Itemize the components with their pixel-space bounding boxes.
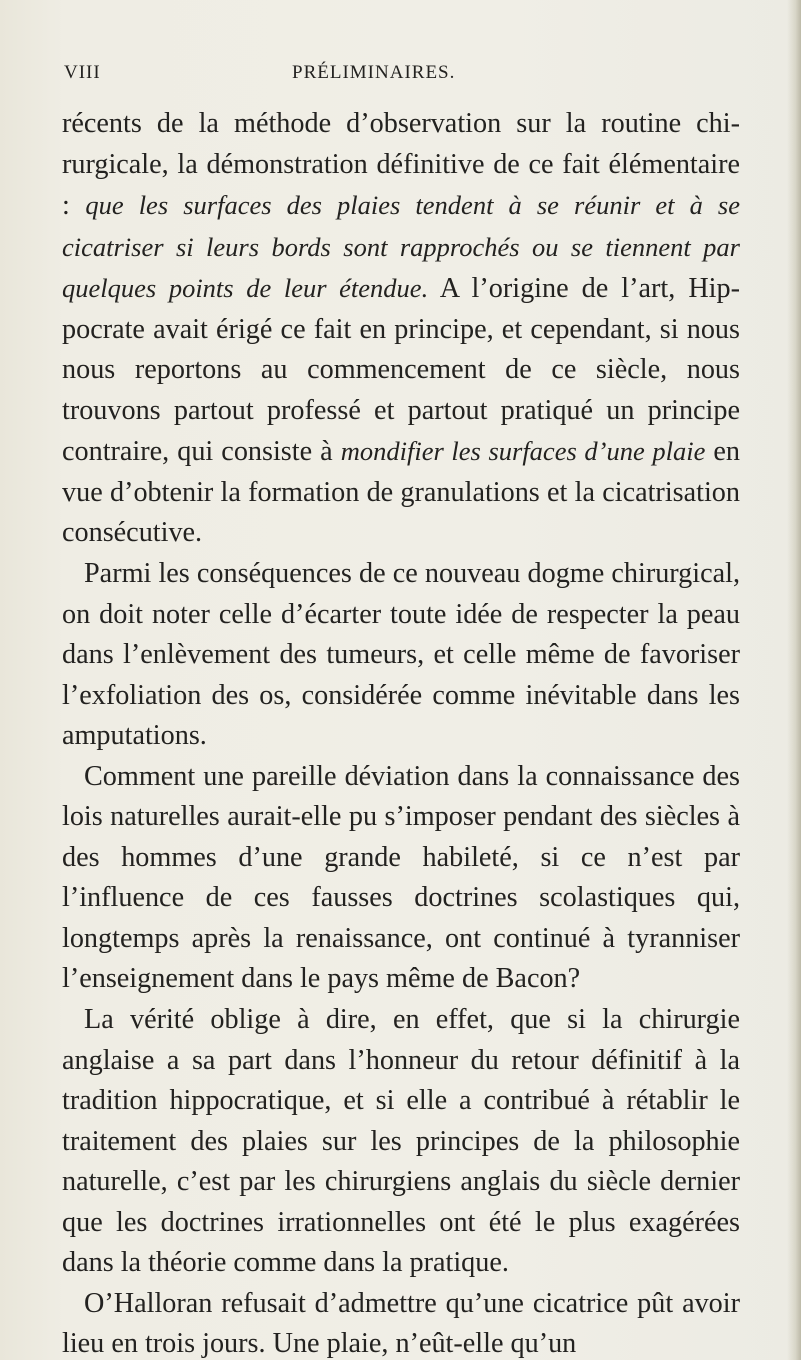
paragraph-3 bbox=[62, 757, 740, 1000]
running-head bbox=[62, 62, 742, 90]
paragraph-1-italic-2: mondifier les surfaces d’une plaie bbox=[340, 436, 706, 467]
paragraph-4 bbox=[62, 1000, 740, 1284]
paragraph-4-text: La vérité oblige à dire, en effet, que si la chirurgie anglaise a sa part dans l’honneur du retour définitif à la tradition hippocratique, et si elle a contribué à rétablir le traitement des plaies sur les principes de la philosophie naturelle, c’est par les chirurgiens anglais du siècle dernier que les doctrines irrationnelles ont été le plus exagérées dans la théorie comme dans la pratique. bbox=[62, 1004, 740, 1279]
paragraph-1-text-3: en vue d’obtenir la formation de granulations et la cicatrisation consécutive. bbox=[62, 436, 740, 549]
paragraph-5 bbox=[62, 1284, 740, 1360]
paragraph-1 bbox=[62, 104, 740, 554]
page-edge-shadow bbox=[787, 0, 801, 1360]
body-text bbox=[62, 104, 740, 1360]
paragraph-1-italic-1: que les surfaces des plaies tendent à se réunir et à se cicatriser si leurs bords sont rapprochés ou se tiennent par quelques points de leur étendue. bbox=[62, 190, 740, 304]
running-head-title: PRÉLIMINAIRES. bbox=[292, 62, 456, 83]
paragraph-1-text-2: A l’origine de l’art, Hippocrate avait érigé ce fait en principe, et cependant, si nous nous reportons au commencement de ce siècle, nous trouvons partout professé et partout pratiqué un principe contraire, qui consiste à bbox=[62, 273, 740, 468]
paragraph-3-text: Comment une pareille déviation dans la connaissance des lois naturelles aurait-elle pu s’imposer pendant des siècles à des hommes d’une grande habileté, si ce n’est par l’influence de ces fausses doctrines scolastiques qui, longtemps après la renaissance, ont continué à tyranniser l’enseignement dans le pays même de Bacon? bbox=[62, 760, 740, 995]
paragraph-1-text-1: récents de la méthode d’observation sur la routine chirurgicale, la démonstration définitive de ce fait élémentaire : bbox=[62, 108, 740, 222]
paragraph-5-text: O’Halloran refusait d’admettre qu’une cicatrice pût avoir lieu en trois jours. Une plaie, n’eût-elle qu’un bbox=[62, 1287, 740, 1360]
paragraph-2 bbox=[62, 554, 740, 757]
page-number: VIII bbox=[64, 62, 101, 83]
paragraph-2-text: Parmi les conséquences de ce nouveau dogme chirurgical, on doit noter celle d’écarter toute idée de respecter la peau dans l’enlèvement des tumeurs, et celle même de favoriser l’exfoliation des os, considérée comme inévitable dans les amputations. bbox=[62, 558, 740, 752]
